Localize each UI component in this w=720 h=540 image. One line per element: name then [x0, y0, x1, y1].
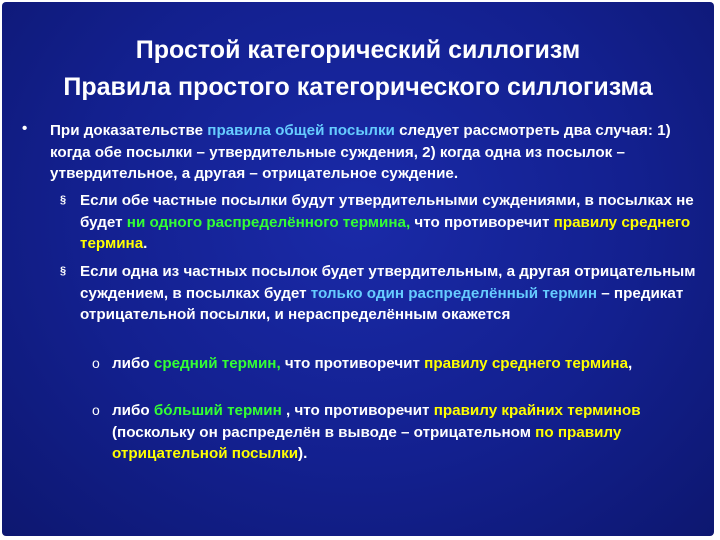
text-segment: что противоречит — [410, 213, 554, 231]
highlight-one-distributed-term: только один распределённый термин — [310, 284, 598, 302]
text-segment: При доказательстве — [50, 122, 208, 139]
paragraph-major-term — [112, 400, 706, 465]
highlight-middle-term: средний термин, — [153, 355, 281, 372]
paragraph-one-negative — [80, 261, 706, 326]
highlight-rule-general-premise: правила общей посылки — [207, 122, 395, 139]
highlight-middle-term-rule: правилу среднего термина — [424, 355, 629, 372]
bullet-level3: o — [92, 355, 100, 371]
slide-subtitle: Правила простого категорического силлогизма — [63, 73, 653, 101]
highlight-negative-premise-rule: по правилу отрицательной посылки — [112, 423, 622, 462]
text-segment: либо — [112, 402, 154, 419]
slide — [2, 2, 714, 536]
paragraph-middle-term — [112, 353, 706, 375]
text-segment: , что противоречит — [281, 402, 434, 419]
text-segment: что противоречит — [280, 355, 425, 372]
highlight-major-term: бóльший термин — [153, 402, 282, 419]
text-segment: , — [628, 355, 633, 372]
text-segment: – предикат отрицательной посылки, и нераспределённым окажется — [80, 284, 684, 323]
text-segment: Если одна из частных посылок будет утвердительным, а другая отрицательным суждением, в посылках будет — [80, 263, 696, 302]
text-segment: либо — [112, 355, 154, 372]
highlight-extreme-terms-rule: правилу крайних терминов — [433, 402, 641, 419]
paragraph-general-premise — [50, 120, 706, 185]
text-segment: следует рассмотреть два случая: 1) когда обе посылки – утвердительные суждения, 2) когда одна из посылок – утвердительное, а другая – отрицательное суждение. — [50, 122, 671, 182]
bullet-level2: § — [60, 265, 67, 277]
bullet-level3: o — [92, 402, 100, 418]
slide-title: Простой категорический силлогизм — [135, 36, 581, 64]
text-segment: ). — [298, 445, 308, 462]
bullet-level2: § — [60, 194, 67, 206]
text-segment: Если обе частные посылки будут утвердительными суждениями, в посылках не будет — [80, 192, 694, 231]
text-segment: . — [143, 235, 148, 252]
highlight-middle-term-rule: правилу среднего термина — [80, 213, 691, 252]
highlight-no-distributed-term: ни одного распределённого термина, — [126, 213, 411, 231]
bullet-level1: • — [22, 120, 28, 137]
paragraph-both-affirmative — [80, 190, 706, 255]
text-segment: (поскольку он распределён в выводе – отрицательном — [112, 423, 536, 441]
